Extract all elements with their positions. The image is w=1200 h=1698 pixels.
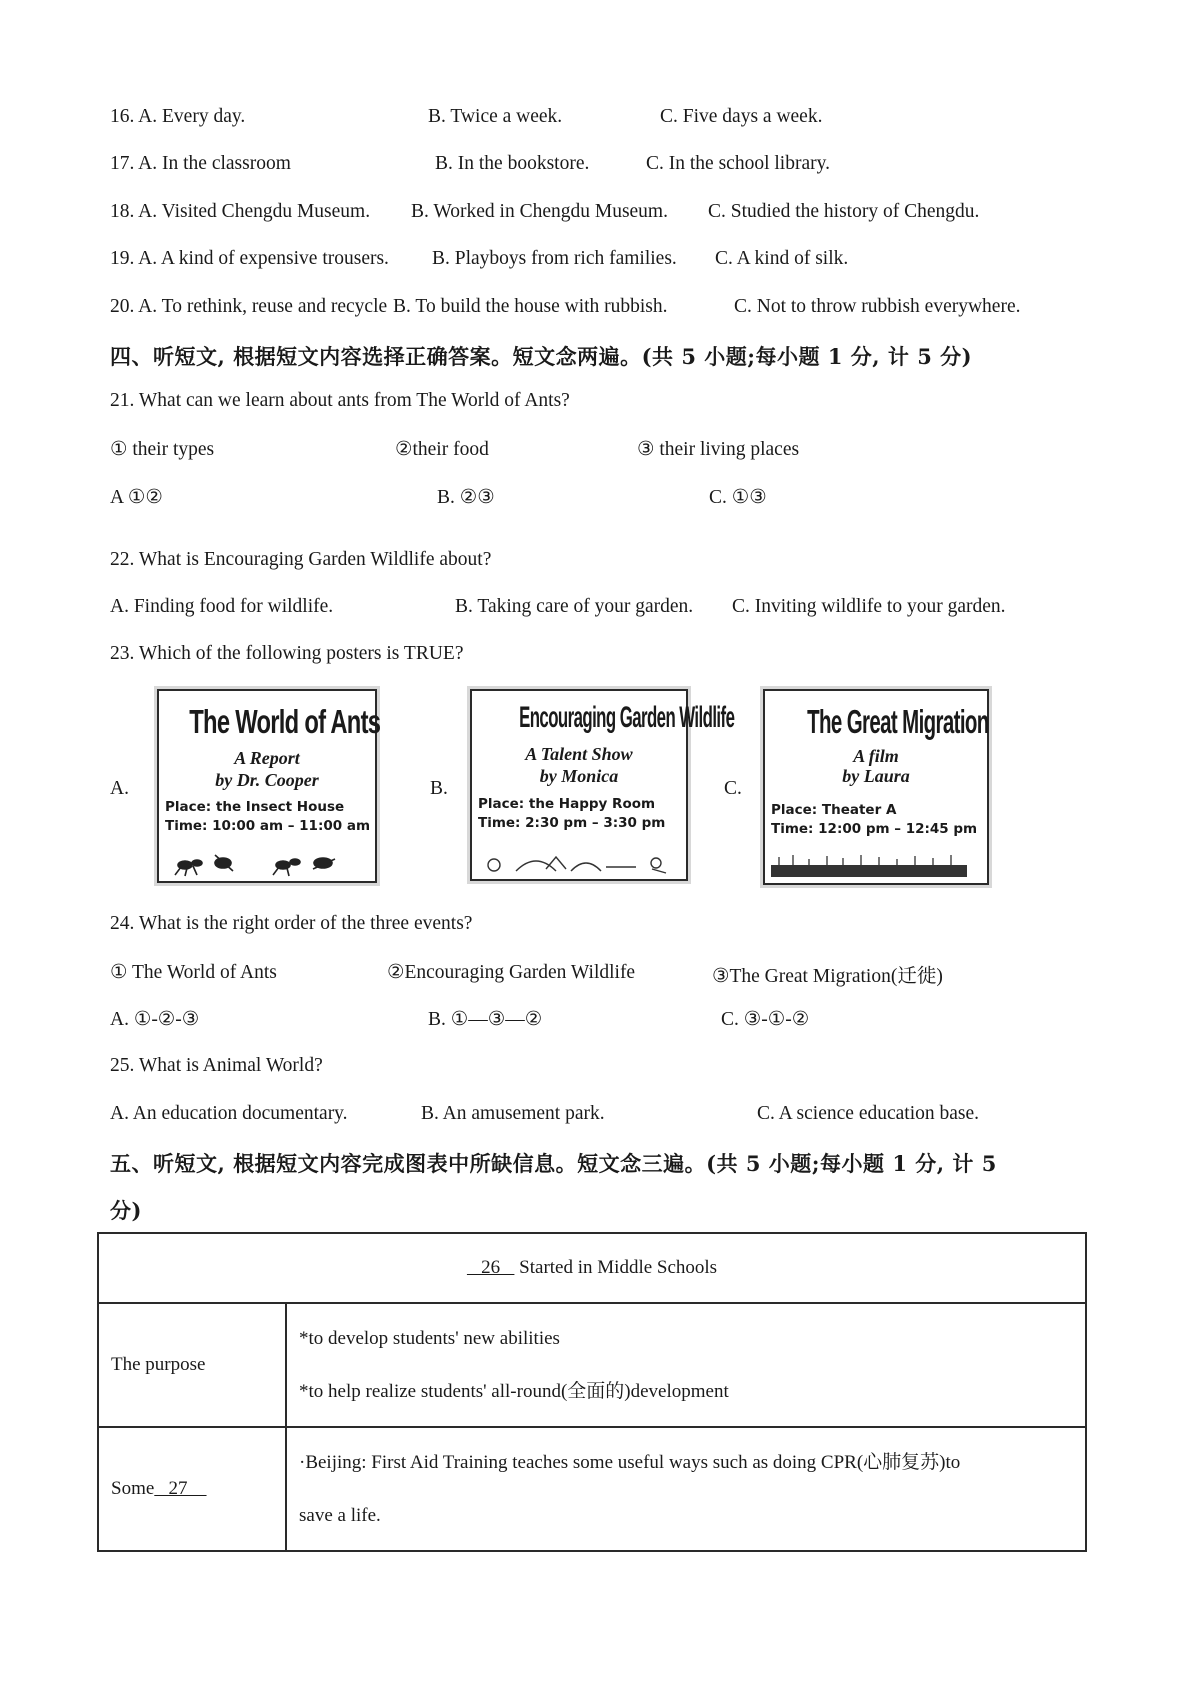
section-5-heading-cont: 分) — [110, 1198, 142, 1223]
q24-option-b: B. ①—③—② — [428, 1009, 543, 1030]
poster-b-title: Encouraging Garden Wildlife — [519, 701, 735, 734]
poster-b-label: B. — [430, 778, 448, 799]
q24-item-3: ③The Great Migration(迁徙) — [712, 966, 943, 987]
poster-a-place: Place: the Insect House — [165, 799, 345, 815]
poster-b-place: Place: the Happy Room — [478, 796, 656, 812]
row-27-label-text: Some — [111, 1478, 155, 1499]
q25-option-b: B. An amusement park. — [421, 1103, 605, 1124]
q19-option-b: B. Playboys from rich families. — [432, 248, 677, 269]
purpose-line-2: *to help realize students' all-round(全面的)development — [299, 1381, 729, 1402]
garden-illustration — [476, 847, 676, 875]
q19-option-a: 19. A. A kind of expensive trousers. — [110, 248, 389, 269]
row-purpose-label: The purpose — [98, 1303, 286, 1427]
q17-option-a: 17. A. In the classroom — [110, 153, 291, 174]
poster-c-title: The Great Migration — [807, 703, 989, 740]
poster-b — [470, 689, 735, 881]
q22-question: 22. What is Encouraging Garden Wildlife about? — [110, 549, 492, 570]
q22-option-c: C. Inviting wildlife to your garden. — [732, 596, 1006, 617]
q25-option-a: A. An education documentary. — [110, 1103, 348, 1124]
q24-item-1: ① The World of Ants — [110, 962, 277, 983]
q24-item-2: ②Encouraging Garden Wildlife — [387, 962, 636, 983]
q21-option-c: C. ①③ — [709, 487, 767, 508]
herd-illustration — [769, 851, 969, 879]
q25-option-c: C. A science education base. — [757, 1103, 980, 1124]
q21-option-b: B. ②③ — [437, 487, 495, 508]
q25-question: 25. What is Animal World? — [110, 1055, 323, 1076]
q20-option-b: B. To build the house with rubbish. — [393, 296, 668, 317]
row-purpose-content — [286, 1303, 1086, 1427]
section-4-heading: 四、听短文, 根据短文内容选择正确答案。短文念两遍。(共 5 小题;每小题 1 分, 计 5 分) — [110, 344, 973, 369]
q17-option-c: C. In the school library. — [646, 153, 830, 174]
q17-option-b: B. In the bookstore. — [435, 153, 590, 174]
q18-option-b: B. Worked in Chengdu Museum. — [411, 201, 668, 222]
table-title-text: Started in Middle Schools — [514, 1257, 718, 1278]
q22-option-a: A. Finding food for wildlife. — [110, 596, 334, 617]
q16-option-b: B. Twice a week. — [428, 106, 563, 127]
q21-question: 21. What can we learn about ants from The World of Ants? — [110, 390, 570, 411]
poster-b-time: Time: 2:30 pm – 3:30 pm — [478, 815, 666, 831]
q21-item-3: ③ their living places — [637, 439, 800, 460]
q21-option-a: A ①② — [110, 487, 163, 508]
q23-question: 23. Which of the following posters is TRUE? — [110, 643, 464, 664]
q20-option-c: C. Not to throw rubbish everywhere. — [734, 296, 1021, 317]
q24-option-a: A. ①-②-③ — [110, 1009, 200, 1030]
poster-a-author: by Dr. Cooper — [215, 770, 319, 790]
q18-option-c: C. Studied the history of Chengdu. — [708, 201, 980, 222]
row-27-label — [98, 1427, 286, 1551]
poster-c-subtitle: A film — [853, 746, 899, 766]
q21-item-2: ②their food — [395, 439, 489, 460]
purpose-line-1: *to develop students' new abilities — [299, 1328, 560, 1349]
poster-c-label: C. — [724, 778, 742, 799]
poster-b-author: by Monica — [539, 766, 619, 786]
poster-a — [157, 689, 381, 883]
section-5-heading: 五、听短文, 根据短文内容完成图表中所缺信息。短文念三遍。(共 5 小题;每小题 1 分, 计 5 — [110, 1151, 997, 1176]
poster-a-label: A. — [110, 778, 129, 799]
info-table — [97, 1232, 1087, 1552]
table-title — [98, 1233, 1086, 1303]
q18-option-a: 18. A. Visited Chengdu Museum. — [110, 201, 371, 222]
beijing-line-2: save a life. — [299, 1505, 381, 1526]
poster-a-title: The World of Ants — [189, 703, 381, 740]
poster-c-place: Place: Theater A — [771, 802, 897, 818]
poster-c-author: by Laura — [842, 766, 910, 786]
poster-b-subtitle: A Talent Show — [525, 744, 633, 764]
q20-option-a: 20. A. To rethink, reuse and recycle — [110, 296, 388, 317]
q24-question: 24. What is the right order of the three events? — [110, 913, 473, 934]
q21-item-1: ① their types — [110, 439, 215, 460]
blank-27[interactable]: 27 — [154, 1478, 207, 1499]
q22-option-b: B. Taking care of your garden. — [455, 596, 694, 617]
row-27-content — [286, 1427, 1086, 1551]
poster-a-subtitle: A Report — [234, 748, 300, 768]
poster-c — [763, 689, 989, 885]
q24-option-c: C. ③-①-② — [721, 1009, 810, 1030]
blank-26[interactable]: 26 — [466, 1257, 515, 1278]
poster-c-time: Time: 12:00 pm – 12:45 pm — [771, 821, 978, 837]
poster-a-time: Time: 10:00 am – 11:00 am — [165, 818, 371, 834]
ants-illustration — [163, 849, 363, 877]
beijing-line-1: ·Beijing: First Aid Training teaches some useful ways such as doing CPR(心肺复苏)to — [299, 1452, 961, 1473]
q19-option-c: C. A kind of silk. — [715, 248, 849, 269]
q16-option-a: 16. A. Every day. — [110, 106, 246, 127]
q16-option-c: C. Five days a week. — [660, 106, 823, 127]
